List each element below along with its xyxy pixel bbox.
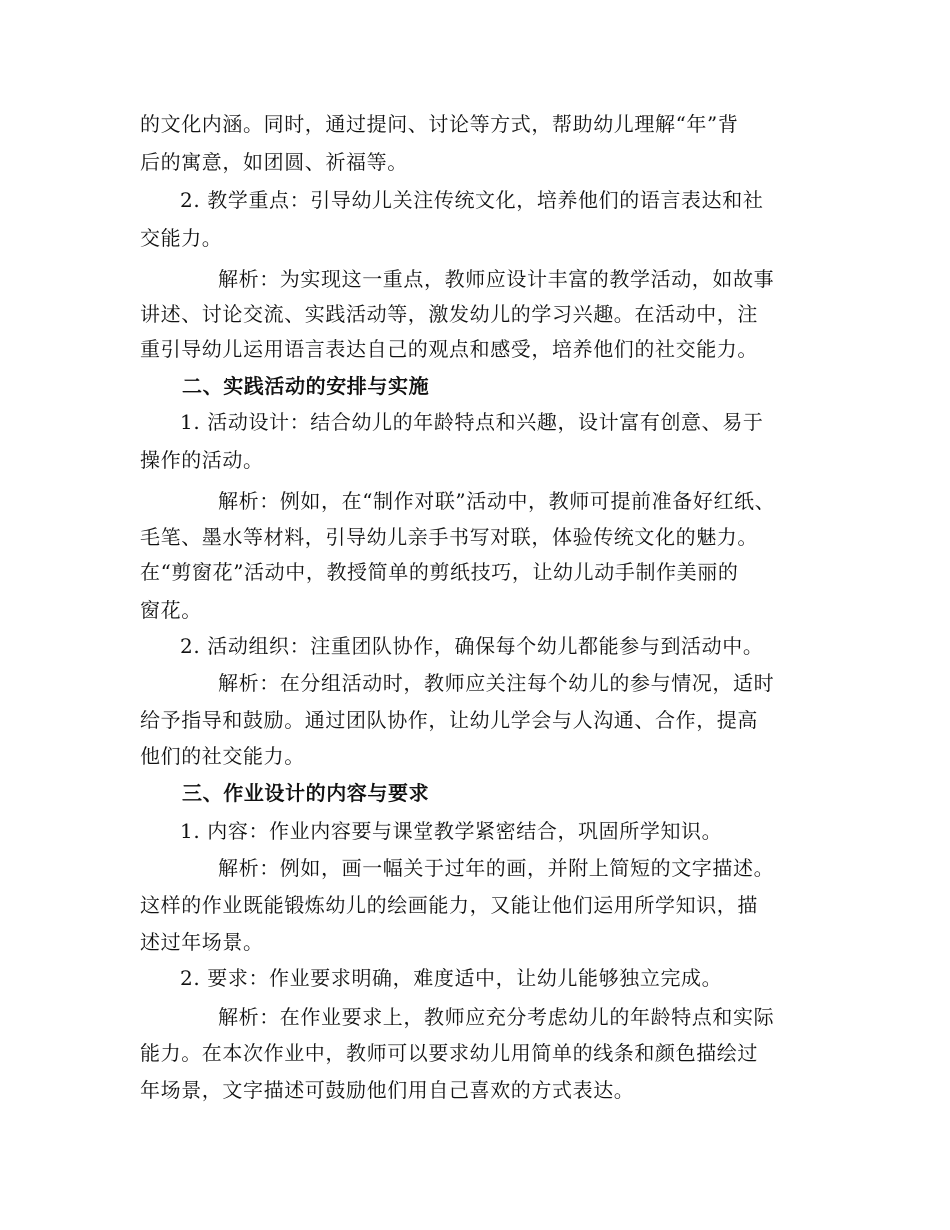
section-heading: 二、实践活动的安排与实施 [182, 374, 430, 398]
analysis-line: 解析：为实现这一重点，教师应设计丰富的教学活动，如故事 [218, 267, 775, 291]
paragraph-line: 交能力。 [140, 226, 223, 250]
paragraph-line: 的文化内涵。同时，通过提问、讨论等方式，帮助幼儿理解“年”背 [140, 112, 739, 136]
analysis-line: 解析：例如，画一幅关于过年的画，并附上简短的文字描述。 [218, 856, 775, 880]
paragraph-line: 毛笔、墨水等材料，引导幼儿亲手书写对联，体验传统文化的魅力。 [140, 525, 758, 549]
paragraph-line: 年场景，文字描述可鼓励他们用自己喜欢的方式表达。 [140, 1078, 635, 1102]
list-item-line: 2. 教学重点：引导幼儿关注传统文化，培养他们的语言表达和社 [180, 188, 764, 212]
paragraph-line: 操作的活动。 [140, 448, 264, 472]
paragraph-line: 在“剪窗花”活动中，教授简单的剪纸技巧，让幼儿动手制作美丽的 [140, 560, 739, 584]
paragraph-line: 后的寓意，如团圆、祈福等。 [140, 150, 408, 174]
list-item-line: 1. 活动设计：结合幼儿的年龄特点和兴趣，设计富有创意、易于 [180, 410, 764, 434]
list-item-line: 2. 要求：作业要求明确，难度适中，让幼儿能够独立完成。 [180, 966, 723, 990]
section-heading: 三、作业设计的内容与要求 [182, 781, 430, 805]
paragraph-line: 重引导幼儿运用语言表达自己的观点和感受，培养他们的社交能力。 [140, 337, 758, 361]
paragraph-line: 述过年场景。 [140, 930, 264, 954]
list-item-line: 1. 内容：作业内容要与课堂教学紧密结合，巩固所学知识。 [180, 819, 723, 843]
paragraph-line: 他们的社交能力。 [140, 744, 305, 768]
analysis-line: 解析：在分组活动时，教师应关注每个幼儿的参与情况，适时 [218, 671, 775, 695]
list-item-line: 2. 活动组织：注重团队协作，确保每个幼儿都能参与到活动中。 [180, 634, 764, 658]
paragraph-line: 给予指导和鼓励。通过团队协作，让幼儿学会与人沟通、合作，提高 [140, 708, 758, 732]
paragraph-line: 这样的作业既能锻炼幼儿的绘画能力，又能让他们运用所学知识，描 [140, 893, 758, 917]
analysis-line: 解析：在作业要求上，教师应充分考虑幼儿的年龄特点和实际 [218, 1005, 775, 1029]
paragraph-line: 讲述、讨论交流、实践活动等，激发幼儿的学习兴趣。在活动中，注 [140, 302, 758, 326]
analysis-line: 解析：例如，在“制作对联”活动中，教师可提前准备好红纸、 [218, 489, 776, 513]
paragraph-line: 窗花。 [140, 598, 202, 622]
paragraph-line: 能力。在本次作业中，教师可以要求幼儿用简单的线条和颜色描绘过 [140, 1041, 758, 1065]
